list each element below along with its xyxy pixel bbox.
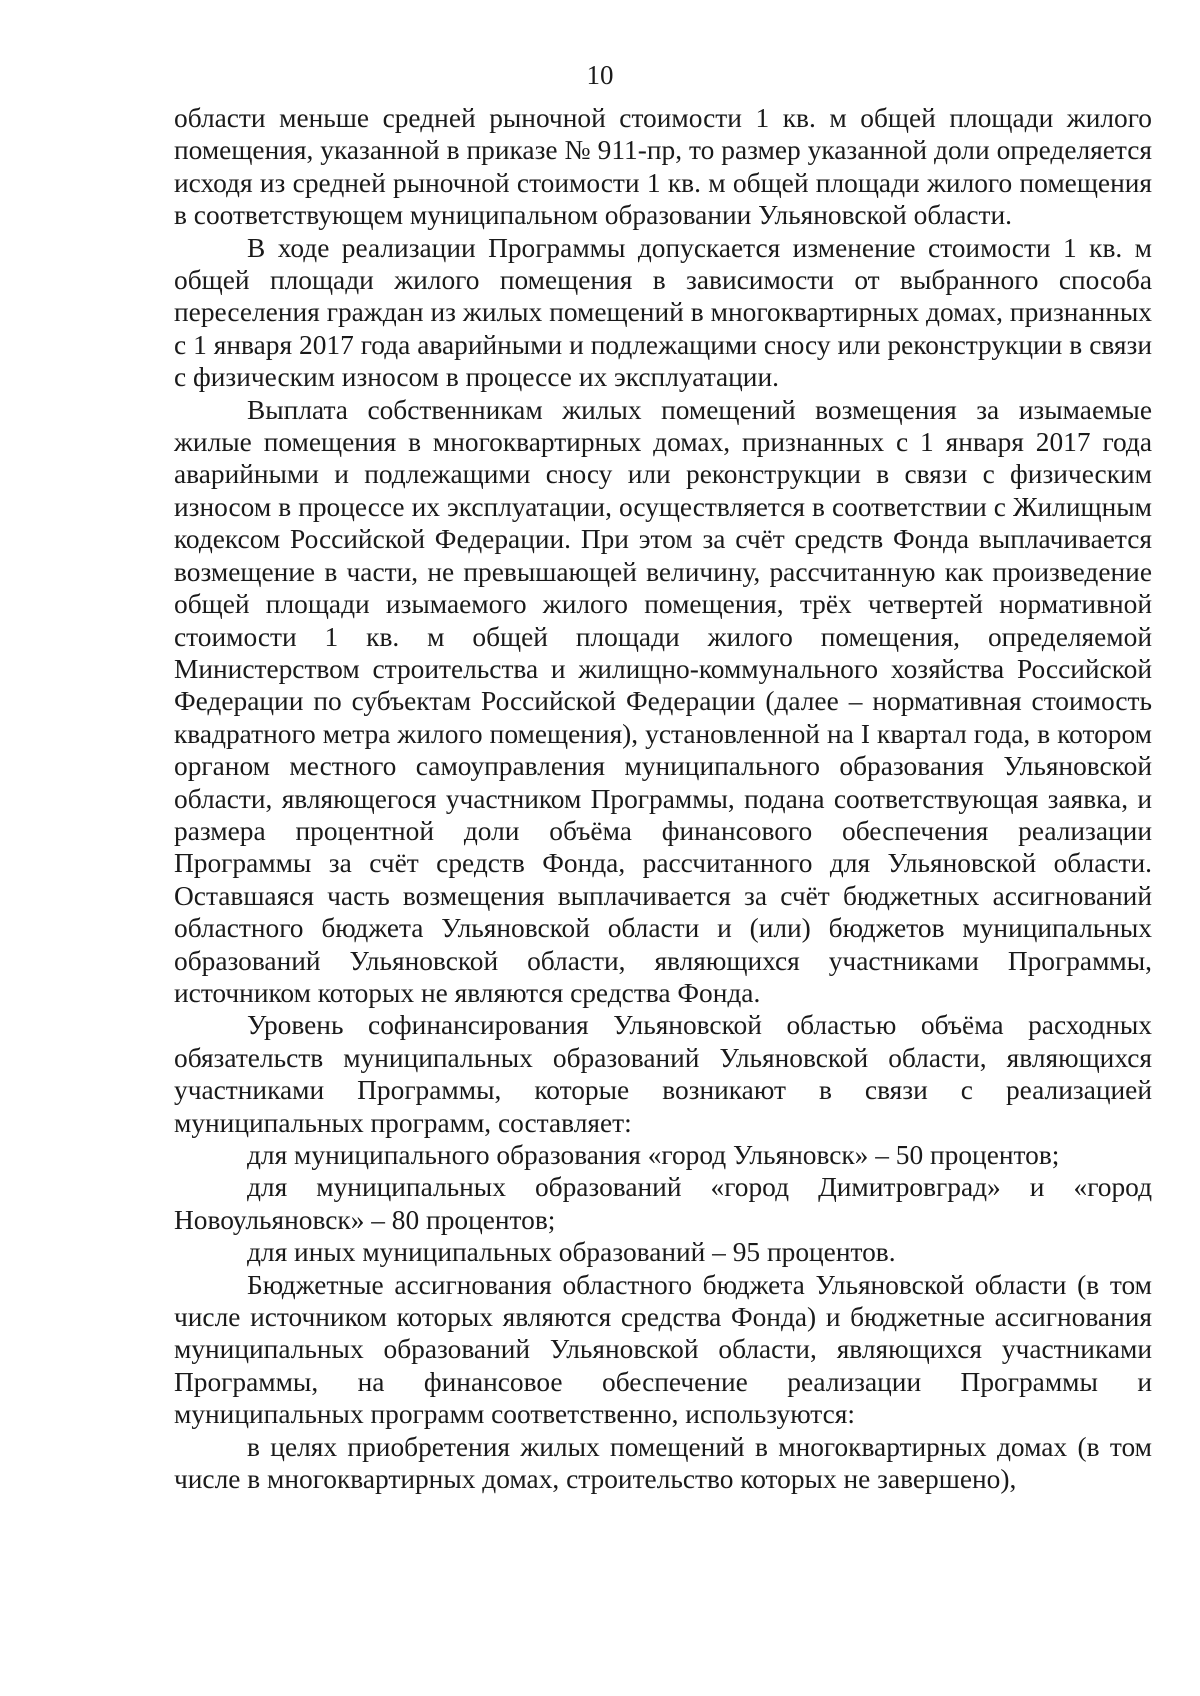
paragraph-5: для муниципального образования «город Ульяновск» – 50 процентов; bbox=[247, 1140, 1060, 1170]
paragraph-8: Бюджетные ассигнования областного бюджета Ульяновской области (в том числе источником которых являются средства Фонда) и бюджетные ассигнования муниципальных образований Ульяновской области, являющихся участниками Программы, на финансовое обеспечение реализации Программы и муниципальных программ соответственно, используются: bbox=[174, 1269, 1152, 1430]
paragraph-7: для иных муниципальных образований – 95 процентов. bbox=[247, 1237, 896, 1268]
document-body bbox=[174, 102, 1152, 1495]
paragraph-9: в целях приобретения жилых помещений в многоквартирных домах (в том числе в многоквартирных домах, строительство которых не завершено), bbox=[174, 1431, 1152, 1495]
paragraph-2: В ходе реализации Программы допускается изменение стоимости 1 кв. м общей площади жилого помещения в зависимости от выбранного способа переселения граждан из жилых помещений в многоквартирных домах, признанных с 1 января 2017 года аварийными и подлежащими сносу или реконструкции в связи с физическим износом в процессе их эксплуатации. bbox=[174, 232, 1152, 393]
paragraph-4: Уровень софинансирования Ульяновской областью объёма расходных обязательств муниципальных образований Ульяновской области, являющихся участниками Программы, которые возникают в связи с реализацией муниципальных программ, составляет: bbox=[174, 1010, 1152, 1138]
paragraph-3: Выплата собственникам жилых помещений возмещения за изымаемые жилые помещения в многоквартирных домах, признанных с 1 января 2017 года аварийными и подлежащими сносу или реконструкции в связи с физическим износом в процессе их эксплуатации, осуществляется в соответствии с Жилищным кодексом Российской Федерации. При этом за счёт средств Фонда выплачивается возмещение в части, не превышающей величину, рассчитанную как произведение общей площади изымаемого жилого помещения, трёх четвертей нормативной стоимости 1 кв. м общей площади жилого помещения, определяемой Министерством строительства и жилищно-коммунального хозяйства Российской Федерации по субъектам Российской Федерации (далее – нормативная стоимость квадратного метра жилого помещения), установленной на I квартал года, в котором органом местного самоуправления муниципального образования Ульяновской области, являющегося участником Программы, подана соответствующая заявка, и размера процентной доли объёма финансового обеспечения реализации Программы за счёт средств Фонда, рассчитанного для Ульяновской области. Оставшаяся часть возмещения выплачивается за счёт бюджетных ассигнований областного бюджета Ульяновской области и (или) бюджетов муниципальных образований Ульяновской области, являющихся участниками Программы, источником которых не являются средства Фонда. bbox=[174, 394, 1152, 1008]
paragraph-6: для муниципальных образований «город Димитровград» и «город Новоульяновск» – 80 процентов; bbox=[174, 1172, 1152, 1235]
page-number: 10 bbox=[586, 60, 614, 90]
paragraph-1: области меньше средней рыночной стоимости 1 кв. м общей площади жилого помещения, указанной в приказе № 911-пр, то размер указанной доли определяется исходя из средней рыночной стоимости 1 кв. м общей площади жилого помещения в соответствующем муниципальном образовании Ульяновской области. bbox=[174, 103, 1152, 231]
